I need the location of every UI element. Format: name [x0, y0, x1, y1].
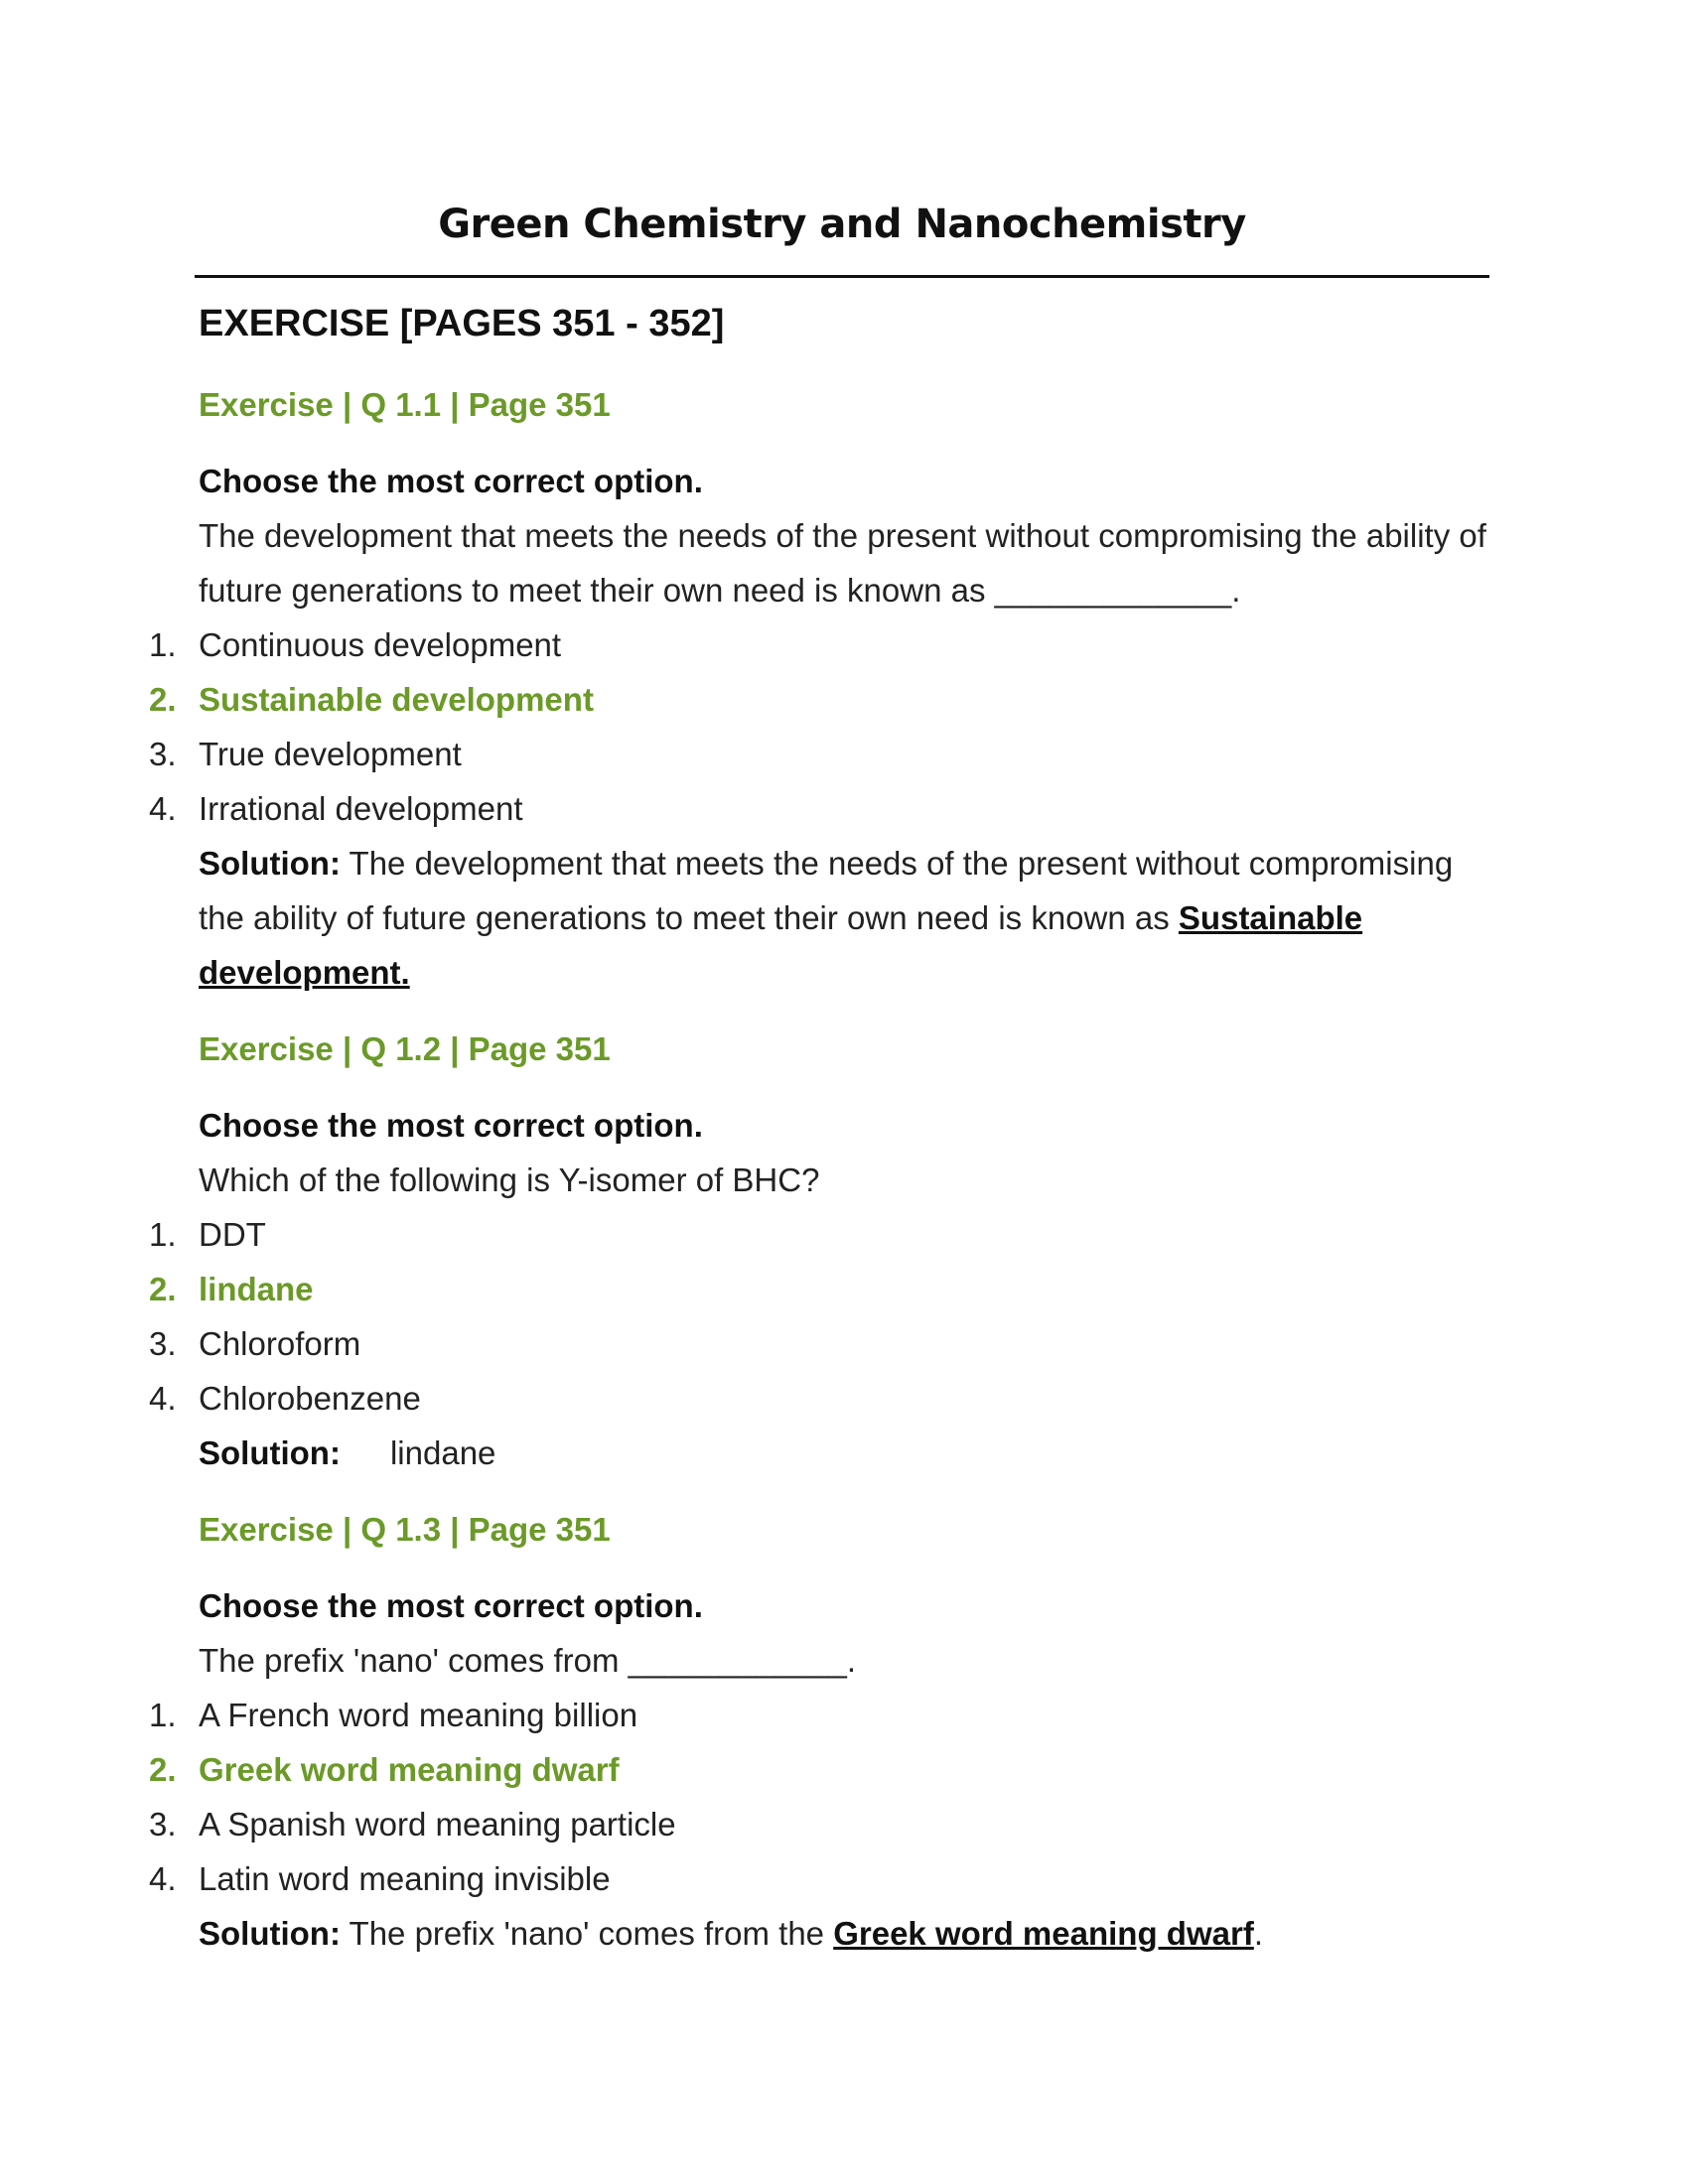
question-instruction: Choose the most correct option.	[199, 463, 703, 499]
solution-label: Solution:	[199, 845, 341, 882]
exercise-heading: EXERCISE [PAGES 351 - 352]	[199, 303, 725, 344]
option-1	[0, 617, 1688, 672]
option-label: lindane	[199, 1271, 314, 1307]
option-label: Greek word meaning dwarf	[199, 1751, 620, 1788]
solution-trailing: .	[1253, 1915, 1263, 1952]
options-list	[0, 1207, 1688, 1426]
option-number: 2.	[149, 1751, 177, 1788]
option-4	[0, 1371, 1688, 1426]
question-header[interactable]: Exercise | Q 1.2 | Page 351	[199, 1030, 611, 1067]
option-2-correct	[0, 672, 1688, 727]
option-number: 3.	[149, 1325, 177, 1362]
option-label: DDT	[199, 1216, 266, 1253]
option-2-correct	[0, 1262, 1688, 1316]
option-number: 4.	[149, 790, 177, 827]
option-number: 3.	[149, 1806, 177, 1843]
page-title: Green Chemistry and Nanochemistry	[438, 202, 1246, 247]
option-label: Latin word meaning invisible	[199, 1860, 611, 1897]
solution	[199, 1906, 1489, 1961]
option-number: 2.	[149, 1271, 177, 1307]
question-header[interactable]: Exercise | Q 1.1 | Page 351	[199, 386, 611, 423]
option-number: 3.	[149, 736, 177, 772]
questions-list	[0, 377, 1688, 1961]
question-text: Which of the following is Y-isomer of BHC?	[199, 1161, 820, 1198]
solution-text: lindane	[389, 1434, 496, 1471]
question-text: The development that meets the needs of the present without compromising the ability of future generations to meet their own need is known as _____________.	[199, 517, 1486, 609]
option-4	[0, 781, 1688, 836]
option-label: True development	[199, 736, 462, 772]
question-1-3	[0, 1502, 1688, 1961]
solution	[199, 836, 1489, 1000]
option-label: Chloroform	[199, 1325, 361, 1362]
solution	[199, 1426, 1489, 1480]
solution-answer: Sustainable development.	[199, 899, 1363, 991]
option-number: 1.	[149, 1216, 177, 1253]
option-label: Sustainable development	[199, 681, 594, 718]
option-2-correct	[0, 1742, 1688, 1797]
question-header[interactable]: Exercise | Q 1.3 | Page 351	[199, 1511, 611, 1548]
option-label: A French word meaning billion	[199, 1697, 638, 1733]
option-number: 4.	[149, 1380, 177, 1417]
option-3	[0, 1316, 1688, 1371]
options-list	[0, 1688, 1688, 1906]
option-3	[0, 727, 1688, 781]
option-number: 1.	[149, 626, 177, 663]
solution-answer: Greek word meaning dwarf	[833, 1915, 1254, 1952]
option-3	[0, 1797, 1688, 1851]
solution-text: The development that meets the needs of the present without compromising the ability of future generations to meet their own need is known as	[199, 845, 1454, 936]
solution-label: Solution:	[199, 1915, 341, 1952]
question-instruction: Choose the most correct option.	[199, 1107, 703, 1144]
option-4	[0, 1851, 1688, 1906]
title-divider	[195, 275, 1489, 278]
option-number: 1.	[149, 1697, 177, 1733]
option-number: 2.	[149, 681, 177, 718]
question-1-1	[0, 377, 1688, 1000]
option-label: Chlorobenzene	[199, 1380, 421, 1417]
option-number: 4.	[149, 1860, 177, 1897]
solution-label: Solution:	[199, 1434, 341, 1471]
question-instruction: Choose the most correct option.	[199, 1587, 703, 1624]
question-1-2	[0, 1022, 1688, 1480]
solution-text: The prefix 'nano' comes from the	[349, 1915, 825, 1952]
option-1	[0, 1207, 1688, 1262]
option-label: A Spanish word meaning particle	[199, 1806, 676, 1843]
option-label: Continuous development	[199, 626, 562, 663]
option-label: Irrational development	[199, 790, 523, 827]
options-list	[0, 617, 1688, 836]
option-1	[0, 1688, 1688, 1742]
question-text: The prefix 'nano' comes from ____________.	[199, 1642, 857, 1679]
